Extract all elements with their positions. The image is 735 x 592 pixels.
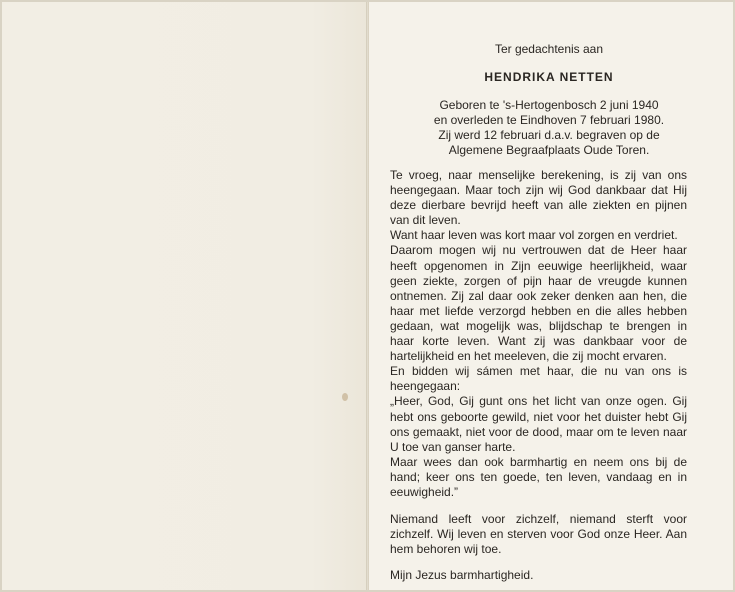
cemetery-line: Algemene Begraafplaats Oude Toren. xyxy=(448,143,650,157)
intro-line: Ter gedachtenis aan xyxy=(494,42,604,56)
blank-left-page xyxy=(2,2,366,590)
paragraph-short-life: Want haar leven was kort maar vol zorgen en verdriet. xyxy=(390,228,678,243)
memorial-text xyxy=(390,168,687,583)
birth-line: Geboren te 's-Hertogenbosch 2 juni 1940 xyxy=(439,98,659,112)
paragraph-too-early: Te vroeg, naar menselijke berekening, is zij van ons heengegaan. Maar toch zijn wij God dankbaar dat Hij deze dierbare bevrijd heeft van alle ziekten en pijnen van dit leven. xyxy=(390,168,687,228)
paragraph-trust: Daarom mogen wij nu vertrouwen dat de Heer haar heeft opgenomen in Zijn eeuwige heerlijkheid, waar geen ziekte, zorgen of pijn haar de vreugde kunnen ontnemen. Zij zal daar ook zeker denken aan hen, die haar met liefde verzorgd hebben en die alles hebben gedaan, wat mogelijk was, blijdschap te brengen in haar korte leven. Want zij was dankbaar voor de hartelijkheid en het meeleven, die zij mocht ervaren. xyxy=(390,243,687,364)
deceased-name: HENDRIKA NETTEN xyxy=(484,70,614,84)
burial-line: Zij werd 12 februari d.a.v. begraven op de xyxy=(438,128,660,142)
paper-stain xyxy=(342,393,348,401)
prayer-part-2: Maar wees dan ook barmhartig en neem ons bij de hand; keer ons ten goede, ten leven, vandaag en in eeuwigheid.” xyxy=(390,454,687,499)
death-line: en overleden te Eindhoven 7 februari 1980. xyxy=(433,113,665,127)
scripture-quote: Niemand leeft voor zichzelf, niemand sterft voor zichzelf. Wij leven en sterven voor God onze Heer. Aan hem behoren wij toe. xyxy=(390,512,687,557)
prayer-part-1: „Heer, God, Gij gunt ons het licht van onze ogen. Gij hebt ons geboorte gewild, niet voor het duister hebt Gij ons gemaakt, niet voor de dood, maar om te leven naar U toe van ganser harte. xyxy=(390,394,687,454)
card-header xyxy=(367,42,731,158)
paragraph-pray: En bidden wij sámen met haar, die nu van ons is heengegaan: xyxy=(390,364,687,394)
closing-line: Mijn Jezus barmhartigheid. xyxy=(390,568,534,583)
